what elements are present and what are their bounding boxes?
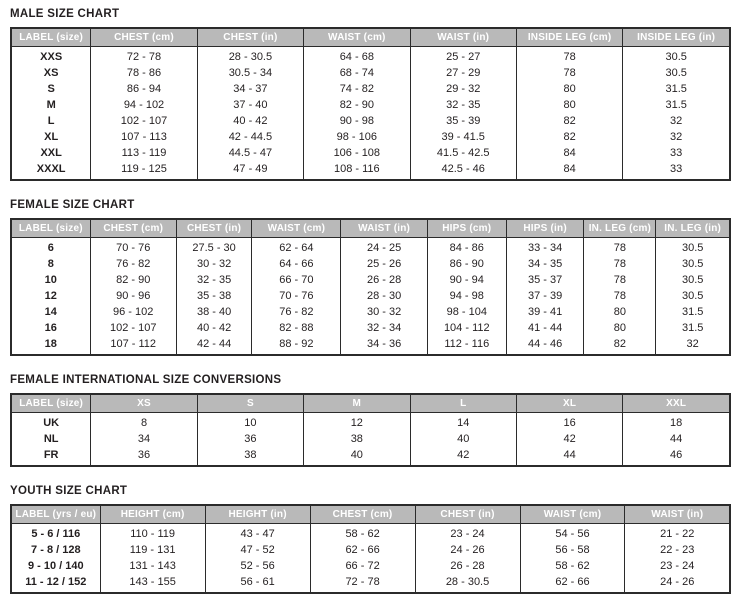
column-header: CHEST (cm): [91, 28, 197, 47]
table-cell: 27 - 29: [410, 65, 516, 81]
table-cell: 90 - 94: [427, 272, 506, 288]
table-cell: 80: [516, 97, 622, 113]
column-header: HEIGHT (in): [205, 505, 310, 524]
table-cell: 82 - 88: [252, 320, 341, 336]
table-row: [11, 447, 730, 466]
table-cell: 39 - 41.5: [410, 129, 516, 145]
table-cell: 37 - 39: [506, 288, 584, 304]
table-cell: 82: [516, 113, 622, 129]
table-cell: 32: [656, 336, 730, 355]
female-size-chart-table: [10, 218, 731, 356]
row-label: 12: [11, 288, 90, 304]
table-row: [11, 65, 730, 81]
table-cell: 64 - 68: [304, 47, 410, 66]
table-cell: 34 - 36: [341, 336, 427, 355]
table-cell: 40: [304, 447, 410, 466]
table-row: [11, 97, 730, 113]
table-cell: 30.5: [656, 272, 730, 288]
table-cell: 112 - 116: [427, 336, 506, 355]
column-header: CHEST (in): [415, 505, 520, 524]
table-cell: 31.5: [656, 320, 730, 336]
column-header: XS: [91, 394, 197, 413]
table-cell: 31.5: [656, 304, 730, 320]
table-cell: 32 - 34: [341, 320, 427, 336]
table-cell: 119 - 131: [100, 542, 205, 558]
table-cell: 23 - 24: [625, 558, 730, 574]
table-cell: 56 - 58: [520, 542, 625, 558]
table-cell: 78: [584, 288, 656, 304]
table-cell: 34 - 35: [506, 256, 584, 272]
table-row: [11, 47, 730, 66]
table-cell: 98 - 106: [304, 129, 410, 145]
table-cell: 82: [584, 336, 656, 355]
row-label: 11 - 12 / 152: [11, 574, 100, 593]
table-cell: 82 - 90: [90, 272, 176, 288]
table-cell: 26 - 28: [341, 272, 427, 288]
row-label: 8: [11, 256, 90, 272]
table-cell: 31.5: [623, 97, 730, 113]
row-label: M: [11, 97, 91, 113]
table-cell: 36: [197, 431, 303, 447]
header-row: [11, 219, 730, 238]
row-label: 10: [11, 272, 90, 288]
table-row: [11, 288, 730, 304]
table-cell: 78: [584, 238, 656, 257]
column-header: CHEST (in): [176, 219, 251, 238]
section-title-female-international: FEMALE INTERNATIONAL SIZE CONVERSIONS: [10, 374, 282, 386]
table-cell: 90 - 98: [304, 113, 410, 129]
table-cell: 102 - 107: [91, 113, 197, 129]
table-cell: 24 - 25: [341, 238, 427, 257]
table-cell: 70 - 76: [90, 238, 176, 257]
row-label: XL: [11, 129, 91, 145]
table-cell: 40: [410, 431, 516, 447]
table-cell: 82 - 90: [304, 97, 410, 113]
table-cell: 84 - 86: [427, 238, 506, 257]
youth-size-chart-section: [10, 485, 733, 594]
column-header: LABEL (size): [11, 219, 90, 238]
column-header: WAIST (in): [625, 505, 730, 524]
table-cell: 33: [623, 145, 730, 161]
row-label: L: [11, 113, 91, 129]
table-cell: 64 - 66: [252, 256, 341, 272]
table-cell: 30.5: [623, 65, 730, 81]
table-cell: 96 - 102: [90, 304, 176, 320]
table-cell: 52 - 56: [205, 558, 310, 574]
table-cell: 90 - 96: [90, 288, 176, 304]
table-row: [11, 574, 730, 593]
table-cell: 42: [516, 431, 622, 447]
table-cell: 33: [623, 161, 730, 180]
table-cell: 110 - 119: [100, 524, 205, 543]
row-label: 7 - 8 / 128: [11, 542, 100, 558]
table-cell: 35 - 39: [410, 113, 516, 129]
column-header: HIPS (in): [506, 219, 584, 238]
column-header: IN. LEG (cm): [584, 219, 656, 238]
table-cell: 14: [410, 413, 516, 432]
table-cell: 42.5 - 46: [410, 161, 516, 180]
table-cell: 32: [623, 129, 730, 145]
table-cell: 38 - 40: [176, 304, 251, 320]
table-cell: 119 - 125: [91, 161, 197, 180]
male-size-chart-table: [10, 27, 731, 181]
column-header: WAIST (in): [341, 219, 427, 238]
male-size-chart-section: [10, 8, 733, 181]
row-label: S: [11, 81, 91, 97]
table-cell: 24 - 26: [625, 574, 730, 593]
column-header: HIPS (cm): [427, 219, 506, 238]
female-international-conversions-table: [10, 393, 731, 467]
table-row: [11, 81, 730, 97]
column-header: LABEL (yrs / eu): [11, 505, 100, 524]
table-cell: 78: [516, 47, 622, 66]
table-cell: 78: [516, 65, 622, 81]
table-cell: 38: [197, 447, 303, 466]
table-cell: 80: [584, 320, 656, 336]
table-cell: 22 - 23: [625, 542, 730, 558]
table-cell: 68 - 74: [304, 65, 410, 81]
table-cell: 88 - 92: [252, 336, 341, 355]
table-cell: 31.5: [623, 81, 730, 97]
table-cell: 39 - 41: [506, 304, 584, 320]
table-cell: 28 - 30.5: [197, 47, 303, 66]
column-header: WAIST (cm): [252, 219, 341, 238]
table-cell: 44: [516, 447, 622, 466]
table-row: [11, 161, 730, 180]
table-cell: 21 - 22: [625, 524, 730, 543]
table-cell: 104 - 112: [427, 320, 506, 336]
table-cell: 35 - 37: [506, 272, 584, 288]
table-cell: 25 - 27: [410, 47, 516, 66]
table-cell: 34 - 37: [197, 81, 303, 97]
table-cell: 94 - 98: [427, 288, 506, 304]
table-cell: 58 - 62: [520, 558, 625, 574]
row-label: NL: [11, 431, 91, 447]
row-label: 16: [11, 320, 90, 336]
table-cell: 84: [516, 145, 622, 161]
column-header: INSIDE LEG (in): [623, 28, 730, 47]
table-row: [11, 238, 730, 257]
table-cell: 66 - 70: [252, 272, 341, 288]
table-cell: 40 - 42: [176, 320, 251, 336]
column-header: CHEST (cm): [90, 219, 176, 238]
table-cell: 143 - 155: [100, 574, 205, 593]
table-cell: 41.5 - 42.5: [410, 145, 516, 161]
row-label: UK: [11, 413, 91, 432]
table-cell: 12: [304, 413, 410, 432]
table-cell: 102 - 107: [90, 320, 176, 336]
table-cell: 74 - 82: [304, 81, 410, 97]
table-cell: 24 - 26: [415, 542, 520, 558]
table-cell: 33 - 34: [506, 238, 584, 257]
column-header: WAIST (cm): [304, 28, 410, 47]
header-row: [11, 28, 730, 47]
table-cell: 35 - 38: [176, 288, 251, 304]
table-row: [11, 542, 730, 558]
row-label: 14: [11, 304, 90, 320]
table-row: [11, 524, 730, 543]
column-header: INSIDE LEG (cm): [516, 28, 622, 47]
table-cell: 36: [91, 447, 197, 466]
table-cell: 106 - 108: [304, 145, 410, 161]
table-cell: 94 - 102: [91, 97, 197, 113]
section-title-male: MALE SIZE CHART: [10, 8, 120, 20]
table-cell: 34: [91, 431, 197, 447]
female-international-conversions-section: [10, 374, 733, 467]
table-cell: 78 - 86: [91, 65, 197, 81]
table-cell: 23 - 24: [415, 524, 520, 543]
column-header: XXL: [623, 394, 730, 413]
table-cell: 80: [516, 81, 622, 97]
row-label: 9 - 10 / 140: [11, 558, 100, 574]
table-cell: 27.5 - 30: [176, 238, 251, 257]
row-label: 6: [11, 238, 90, 257]
table-cell: 78: [584, 256, 656, 272]
column-header: M: [304, 394, 410, 413]
table-cell: 86 - 94: [91, 81, 197, 97]
column-header: L: [410, 394, 516, 413]
table-cell: 25 - 26: [341, 256, 427, 272]
table-row: [11, 256, 730, 272]
row-label: XXXL: [11, 161, 91, 180]
table-cell: 62 - 66: [310, 542, 415, 558]
table-cell: 107 - 113: [91, 129, 197, 145]
table-row: [11, 431, 730, 447]
table-cell: 30.5: [656, 288, 730, 304]
table-cell: 66 - 72: [310, 558, 415, 574]
table-row: [11, 113, 730, 129]
table-cell: 80: [584, 304, 656, 320]
row-label: XXS: [11, 47, 91, 66]
column-header: WAIST (cm): [520, 505, 625, 524]
section-title-youth: YOUTH SIZE CHART: [10, 485, 128, 497]
table-cell: 44 - 46: [506, 336, 584, 355]
column-header: CHEST (in): [197, 28, 303, 47]
table-row: [11, 336, 730, 355]
table-row: [11, 304, 730, 320]
table-cell: 76 - 82: [90, 256, 176, 272]
table-cell: 30.5: [656, 238, 730, 257]
column-header: WAIST (in): [410, 28, 516, 47]
table-cell: 42 - 44: [176, 336, 251, 355]
table-cell: 30.5 - 34: [197, 65, 303, 81]
table-cell: 47 - 49: [197, 161, 303, 180]
row-label: 18: [11, 336, 90, 355]
table-cell: 47 - 52: [205, 542, 310, 558]
table-cell: 54 - 56: [520, 524, 625, 543]
table-cell: 30.5: [623, 47, 730, 66]
header-row: [11, 394, 730, 413]
table-cell: 44.5 - 47: [197, 145, 303, 161]
column-header: CHEST (cm): [310, 505, 415, 524]
section-title-female: FEMALE SIZE CHART: [10, 199, 135, 211]
table-cell: 18: [623, 413, 730, 432]
table-cell: 29 - 32: [410, 81, 516, 97]
table-cell: 78: [584, 272, 656, 288]
row-label: XXL: [11, 145, 91, 161]
table-cell: 72 - 78: [91, 47, 197, 66]
table-cell: 84: [516, 161, 622, 180]
column-header: IN. LEG (in): [656, 219, 730, 238]
table-row: [11, 129, 730, 145]
table-cell: 44: [623, 431, 730, 447]
table-row: [11, 272, 730, 288]
table-cell: 108 - 116: [304, 161, 410, 180]
table-cell: 8: [91, 413, 197, 432]
table-cell: 38: [304, 431, 410, 447]
table-cell: 86 - 90: [427, 256, 506, 272]
table-cell: 42 - 44.5: [197, 129, 303, 145]
column-header: LABEL (size): [11, 28, 91, 47]
table-cell: 58 - 62: [310, 524, 415, 543]
table-cell: 56 - 61: [205, 574, 310, 593]
table-cell: 32: [623, 113, 730, 129]
table-row: [11, 145, 730, 161]
table-cell: 76 - 82: [252, 304, 341, 320]
table-row: [11, 558, 730, 574]
table-cell: 62 - 66: [520, 574, 625, 593]
female-size-chart-section: [10, 199, 733, 356]
table-cell: 16: [516, 413, 622, 432]
table-cell: 107 - 112: [90, 336, 176, 355]
table-cell: 30 - 32: [341, 304, 427, 320]
table-cell: 28 - 30.5: [415, 574, 520, 593]
column-header: S: [197, 394, 303, 413]
row-label: FR: [11, 447, 91, 466]
table-cell: 42: [410, 447, 516, 466]
table-cell: 30 - 32: [176, 256, 251, 272]
row-label: XS: [11, 65, 91, 81]
table-cell: 46: [623, 447, 730, 466]
row-label: 5 - 6 / 116: [11, 524, 100, 543]
column-header: XL: [516, 394, 622, 413]
table-cell: 98 - 104: [427, 304, 506, 320]
table-cell: 70 - 76: [252, 288, 341, 304]
table-cell: 26 - 28: [415, 558, 520, 574]
column-header: HEIGHT (cm): [100, 505, 205, 524]
table-cell: 10: [197, 413, 303, 432]
table-cell: 32 - 35: [410, 97, 516, 113]
column-header: LABEL (size): [11, 394, 91, 413]
table-cell: 62 - 64: [252, 238, 341, 257]
table-row: [11, 413, 730, 432]
table-cell: 30.5: [656, 256, 730, 272]
table-cell: 82: [516, 129, 622, 145]
table-cell: 41 - 44: [506, 320, 584, 336]
table-cell: 40 - 42: [197, 113, 303, 129]
table-cell: 28 - 30: [341, 288, 427, 304]
table-cell: 37 - 40: [197, 97, 303, 113]
table-cell: 72 - 78: [310, 574, 415, 593]
table-cell: 32 - 35: [176, 272, 251, 288]
table-cell: 113 - 119: [91, 145, 197, 161]
table-cell: 43 - 47: [205, 524, 310, 543]
youth-size-chart-table: [10, 504, 731, 594]
table-row: [11, 320, 730, 336]
table-cell: 131 - 143: [100, 558, 205, 574]
header-row: [11, 505, 730, 524]
